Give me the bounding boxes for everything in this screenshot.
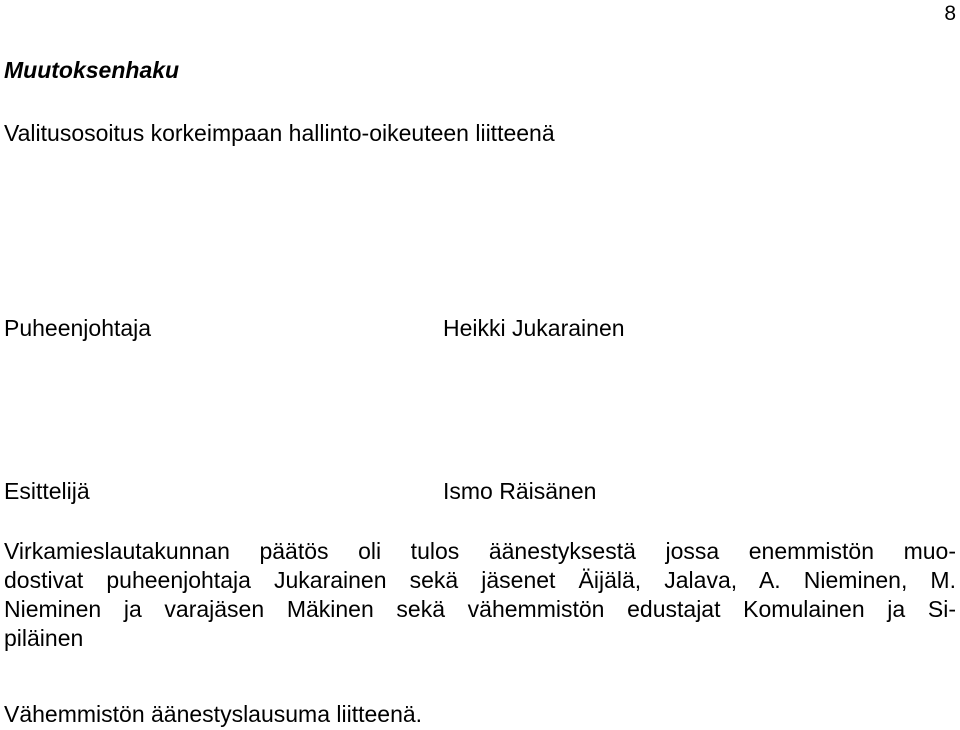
signature-role: Puheenjohtaja [4, 315, 152, 341]
signature-role: Esittelijä [4, 478, 90, 504]
attachment-note: Vähemmistön äänestyslausuma liitteenä. [4, 701, 423, 727]
decision-line: Nieminen ja varajäsen Mäkinen sekä vähemmistön edustajat Komulainen ja Si- [4, 596, 956, 622]
signature-name: Ismo Räisänen [443, 478, 597, 504]
decision-line: piläinen [4, 625, 84, 651]
decision-line: Virkamieslautakunnan päätös oli tulos äänestyksestä jossa enemmistön muo- [4, 538, 956, 564]
decision-paragraph [4, 537, 956, 653]
page-number: 8 [944, 2, 956, 25]
section-heading: Muutoksenhaku [4, 57, 180, 83]
appeal-instructions: Valitusosoitus korkeimpaan hallinto-oikeuteen liitteenä [4, 120, 555, 146]
signature-name: Heikki Jukarainen [443, 315, 625, 341]
decision-line: dostivat puheenjohtaja Jukarainen sekä jäsenet Äijälä, Jalava, A. Nieminen, M. [4, 567, 956, 593]
